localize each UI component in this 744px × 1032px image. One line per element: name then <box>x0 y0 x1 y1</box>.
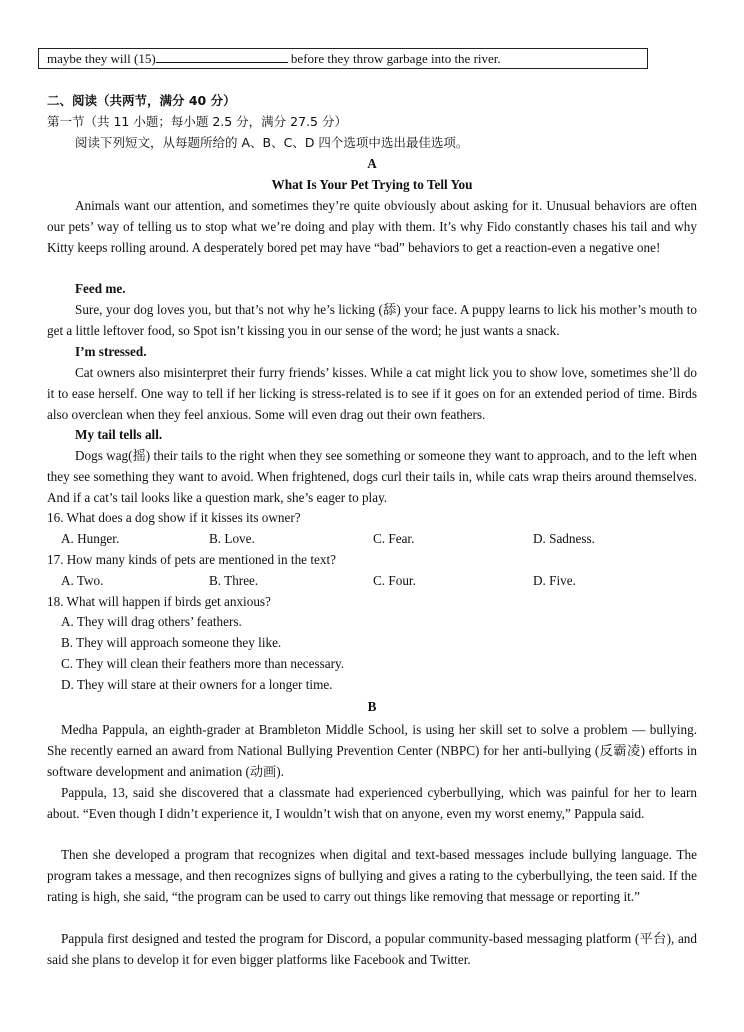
passage-b-para-3: Then she developed a program that recognizes when digital and text-based messages include bullying language. The program takes a message, and then recognizes signs of bullying and gives a rating to the cyberbullying, the teen said. If the rating is high, she said, “the program can be used to carry out things like removing that message or reporting it.” <box>47 847 697 904</box>
answer-blank-15[interactable] <box>156 51 288 63</box>
question-17-stem: 17. How many kinds of pets are mentioned in the text? <box>47 552 336 567</box>
section-part-title: 第一节（共 11 小题；每小题 2.5 分，满分 27.5 分） <box>47 114 347 129</box>
reading-instructions: 阅读下列短文，从每题所给的 A、B、C、D 四个选项中选出最佳选项。 <box>75 135 469 150</box>
question-16-stem: 16. What does a dog show if it kisses its owner? <box>47 510 301 525</box>
question-16-option-b[interactable]: B. Love. <box>209 531 255 546</box>
fill-prefix: maybe they will (15) <box>47 51 156 66</box>
passage-b-letter: B <box>367 699 377 714</box>
question-18-option-d[interactable]: D. They will stare at their owners for a longer time. <box>61 677 333 692</box>
question-18-option-c[interactable]: C. They will clean their feathers more than necessary. <box>61 656 345 671</box>
passage-a-para-2: Sure, your dog loves you, but that’s not why he’s licking (舔) your face. A puppy learns to lick his mother’s mouth to get a little leftover food, so Spot isn’t kissing you in our sense of the word; he just wants a snack. <box>47 302 697 338</box>
question-16-option-c[interactable]: C. Fear. <box>373 531 415 546</box>
question-18-stem: 18. What will happen if birds get anxious? <box>47 594 271 609</box>
passage-a-title: What Is Your Pet Trying to Tell You <box>271 177 473 192</box>
fill-suffix: before they throw garbage into the river. <box>287 51 501 66</box>
question-17-option-c[interactable]: C. Four. <box>373 573 416 588</box>
passage-a-para-3: Cat owners also misinterpret their furry friends’ kisses. While a cat might lick you to show love, sometimes she’ll do it to ease herself. One way to tell if her licking is stress-related is to see if it goes on for an extended period of time. Birds also overclean when they feel anxious. Some will even drag out their own feathers. <box>47 365 697 422</box>
passage-b-para-4: Pappula first designed and tested the program for Discord, a popular community-based messaging platform (平台), and said she plans to develop it for even bigger platforms like Facebook and Twitter. <box>47 931 697 967</box>
fill-in-line <box>38 48 648 69</box>
passage-a-heading-1: Feed me. <box>75 281 126 296</box>
question-16-option-d[interactable]: D. Sadness. <box>533 531 595 546</box>
passage-a-letter: A <box>367 156 377 171</box>
question-18-option-a[interactable]: A. They will drag others’ feathers. <box>61 614 242 629</box>
section-title: 二、阅读（共两节，满分 40 分） <box>47 93 236 108</box>
passage-b-para-2: Pappula, 13, said she discovered that a classmate had experienced cyberbullying, which was painful for her to learn about. “Even though I didn’t experience it, I wouldn’t wish that on anyone, even my worst enemy,” Pappula said. <box>47 785 697 821</box>
passage-b-para-1: Medha Pappula, an eighth-grader at Brambleton Middle School, is using her skill set to solve a problem — bullying. She recently earned an award from National Bullying Prevention Center (NBPC) for her anti-bullying (反霸凌) efforts in software development and animation (动画). <box>47 722 697 779</box>
passage-a-para-1: Animals want our attention, and sometimes they’re quite obviously about asking for it. Unusual behaviors are often our pets’ way of telling us to stop what we’re doing and play with them. It’s why Fido constantly chases his tail and why Kitty keeps rolling around. A desperately bored pet may have “bad” behaviors to get a reaction-even a negative one! <box>47 198 697 255</box>
question-17-option-b[interactable]: B. Three. <box>209 573 259 588</box>
question-17-option-a[interactable]: A. Two. <box>61 573 104 588</box>
passage-a-heading-3: My tail tells all. <box>75 427 163 442</box>
question-18-option-b[interactable]: B. They will approach someone they like. <box>61 635 282 650</box>
question-17-option-d[interactable]: D. Five. <box>533 573 576 588</box>
passage-a-heading-2: I’m stressed. <box>75 344 147 359</box>
question-16-option-a[interactable]: A. Hunger. <box>61 531 120 546</box>
passage-a-para-4: Dogs wag(摇) their tails to the right when they see something or someone they want to approach, and to the left when they see something they want to avoid. When frightened, dogs curl their tails in, while cats wrap theirs around themselves. And if a cat’s tail looks like a question mark, she’s eager to play. <box>47 448 697 505</box>
